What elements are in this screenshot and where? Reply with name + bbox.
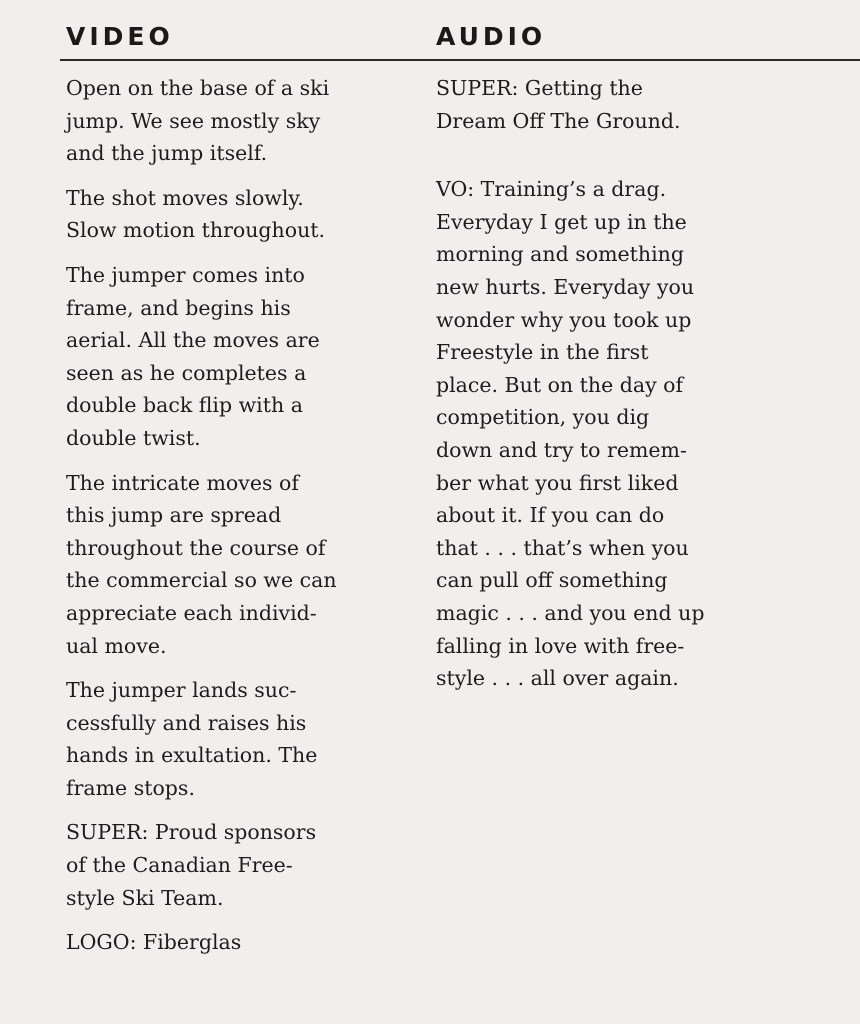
video-column-header: VIDEO <box>66 22 174 51</box>
video-line: double back flip with a <box>66 393 303 418</box>
audio-paragraph-1 <box>436 72 741 137</box>
audio-line: place. But on the day of <box>436 372 684 397</box>
video-line: ual move. <box>66 633 167 658</box>
audio-line: can pull off something <box>436 568 668 593</box>
video-line: jump. We see mostly sky <box>66 108 321 133</box>
audio-line: SUPER: Getting the <box>436 76 643 100</box>
video-paragraph-5 <box>66 674 366 804</box>
video-line: The jumper lands suc- <box>66 678 297 703</box>
audio-line: VO: Training’s a drag. <box>436 177 667 202</box>
audio-line: ber what you first liked <box>436 470 679 495</box>
video-line: Slow motion throughout. <box>66 218 326 243</box>
audio-column-header: AUDIO <box>436 22 547 51</box>
video-line: hands in exultation. The <box>66 743 318 768</box>
audio-line: morning and something <box>436 242 685 267</box>
video-line: double twist. <box>66 425 201 450</box>
video-line: frame, and begins his <box>66 295 291 320</box>
video-line: this jump are spread <box>66 503 282 528</box>
video-line: and the jump itself. <box>66 141 268 166</box>
video-line: frame stops. <box>66 775 195 800</box>
audio-line: falling in love with free- <box>436 633 685 658</box>
video-line: LOGO: Fiberglas <box>66 930 242 955</box>
video-line: of the Canadian Free- <box>66 853 293 878</box>
audio-line: that . . . that’s when you <box>436 535 689 560</box>
audio-line: Freestyle in the first <box>436 340 649 365</box>
video-paragraph-4 <box>66 467 366 663</box>
video-column <box>66 72 366 971</box>
video-paragraph-2 <box>66 182 366 247</box>
video-line: cessfully and raises his <box>66 710 307 735</box>
video-line: The jumper comes into <box>66 262 305 287</box>
audio-paragraph-2 <box>436 173 741 695</box>
video-paragraph-1 <box>66 72 366 170</box>
video-line: The shot moves slowly. <box>66 185 304 210</box>
video-line: The intricate moves of <box>66 470 299 495</box>
video-paragraph-6 <box>66 816 366 914</box>
video-line: style Ski Team. <box>66 885 224 910</box>
video-line: aerial. All the moves are <box>66 328 320 353</box>
video-line: throughout the course of <box>66 535 326 560</box>
audio-line: new hurts. Everyday you <box>436 274 695 299</box>
video-line: Open on the base of a ski <box>66 76 330 100</box>
video-line: the commercial so we can <box>66 568 337 593</box>
audio-line: competition, you dig <box>436 405 650 430</box>
audio-line: about it. If you can do <box>436 503 665 528</box>
video-paragraph-3 <box>66 259 366 455</box>
video-line: SUPER: Proud sponsors <box>66 820 317 845</box>
audio-line: Dream Off The Ground. <box>436 108 681 133</box>
video-paragraph-7 <box>66 926 366 959</box>
audio-line: down and try to remem- <box>436 437 687 462</box>
video-line: seen as he completes a <box>66 360 307 385</box>
audio-line: style . . . all over again. <box>436 666 679 691</box>
audio-column <box>436 72 741 731</box>
header-rule <box>60 59 860 61</box>
audio-line: Everyday I get up in the <box>436 209 687 234</box>
audio-line: magic . . . and you end up <box>436 600 705 625</box>
video-line: appreciate each individ- <box>66 600 317 625</box>
audio-line: wonder why you took up <box>436 307 692 332</box>
